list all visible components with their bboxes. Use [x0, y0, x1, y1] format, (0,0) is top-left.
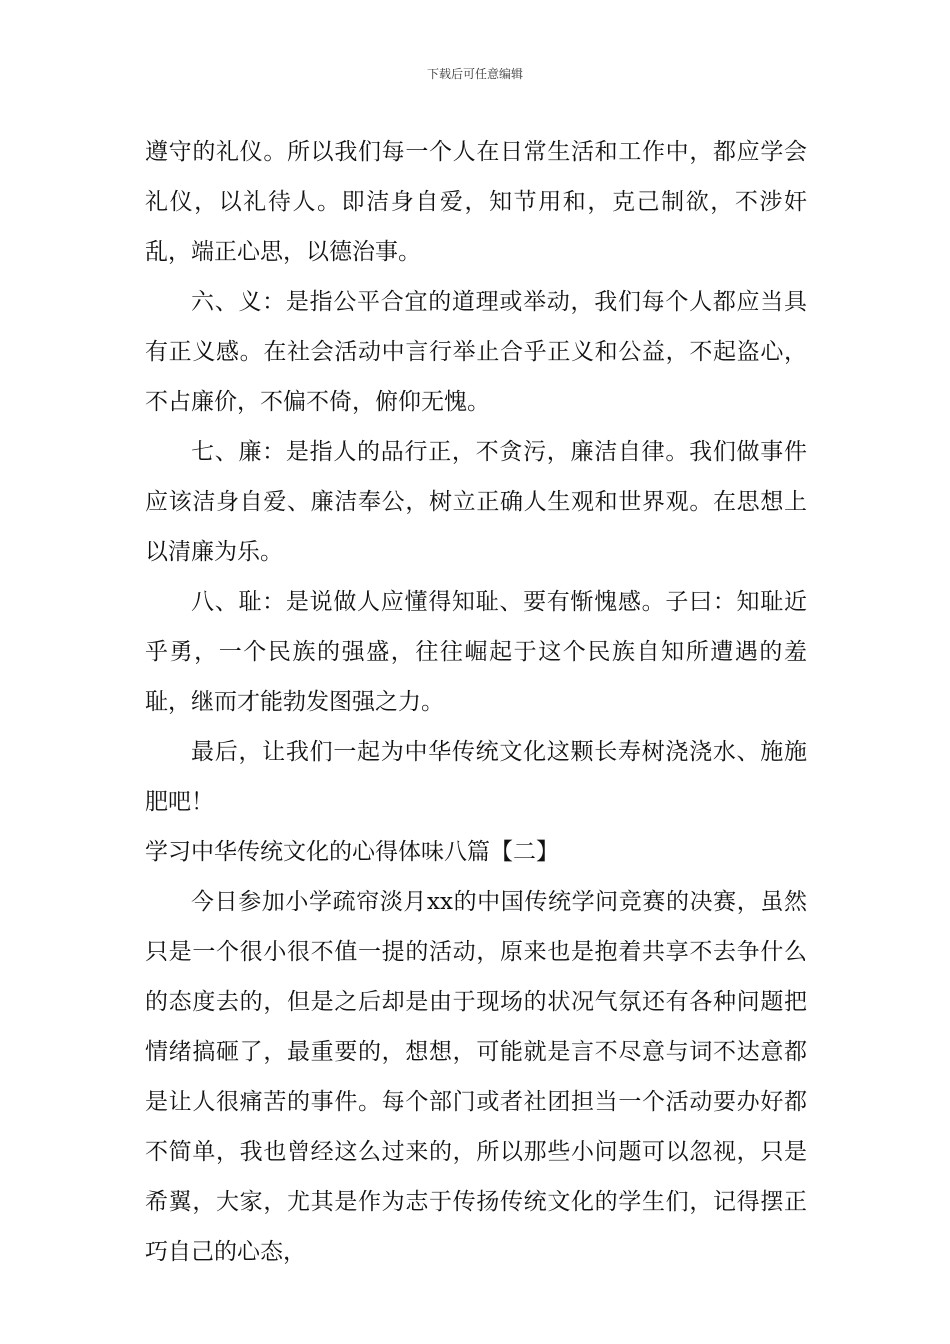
- page-header: 下载后可任意编辑: [426, 67, 523, 81]
- paragraph-yi: 六、义：是指公平合宜的道理或举动，我们每个人都应当具有正义感。在社会活动中言行举止合乎正义和公益，不起盗心，不占廉价，不偏不倚，俯仰无愧。: [145, 289, 807, 415]
- paragraph-li-continuation: 遵守的礼仪。所以我们每一个人在日常生活和工作中，都应学会礼仪，以礼待人。即洁身自爱，知节用和，克己制欲，不涉奸乱，端正心思，以德治事。: [145, 139, 807, 265]
- paragraph-conclusion: 最后，让我们一起为中华传统文化这颗长寿树浇浇水、施施肥吧！: [145, 739, 807, 815]
- paragraph-lian: 七、廉：是指人的品行正，不贪污，廉洁自律。我们做事件应该洁身自爱、廉洁奉公，树立正确人生观和世界观。在思想上以清廉为乐。: [145, 439, 807, 565]
- paragraph-competition: 今日参加小学疏帘淡月xx的中国传统学问竞赛的决赛，虽然只是一个很小很不值一提的活动，原来也是抱着共享不去争什么的态度去的，但是之后却是由于现场的状况气氛还有各种问题把情绪搞砸了，最重要的，想想，可能就是言不尽意与词不达意都是让人很痛苦的事件。每个部门或者社团担当一个活动要办好都不简单，我也曾经这么过来的，所以那些小问题可以忽视，只是希翼，大家，尤其是作为志于传扬传统文化的学生们，记得摆正巧自己的心态，: [145, 889, 807, 1265]
- document-body: [145, 127, 807, 1277]
- paragraph-chi: 八、耻：是说做人应懂得知耻、要有惭愧感。子曰：知耻近乎勇，一个民族的强盛，往往崛起于这个民族自知所遭遇的羞耻，继而才能勃发图强之力。: [145, 589, 807, 715]
- section-heading: 学习中华传统文化的心得体味八篇【二】: [145, 839, 559, 865]
